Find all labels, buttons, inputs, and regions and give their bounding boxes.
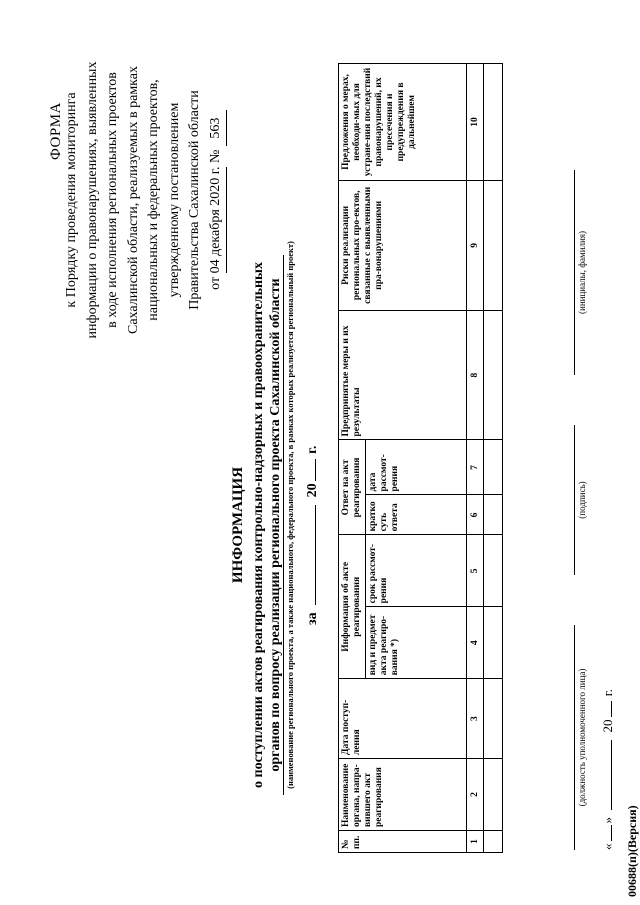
header-group-cell: Ответ на акт реагирования	[339, 440, 366, 535]
name-caption: (инициалы, фамилия)	[577, 231, 587, 314]
project-name-line	[283, 255, 284, 795]
column-number: 2	[467, 759, 484, 831]
column-number: 8	[467, 310, 484, 440]
day-blank	[611, 826, 612, 842]
year-blank	[611, 702, 612, 718]
column-number: 1	[467, 831, 484, 853]
header-cell: Риски реализации региональных про-ектов, связанные с выявленными пра-вонарушениями	[339, 180, 467, 310]
approval-line: утвержденному постановлением	[166, 102, 182, 298]
header-cell: Наименование органа, напра-вившего акт реагирования	[339, 759, 467, 831]
date-quote-open: «	[600, 843, 615, 850]
header-cell: вид и предмет акта реагиро-вания *)	[366, 607, 467, 679]
header-cell: дата рассмот-рения	[366, 440, 467, 495]
table-cell	[484, 310, 503, 440]
table-row	[484, 64, 503, 853]
subtitle-line: о поступлении актов реагирования контрольно-надзорных и правоохранительных	[251, 262, 266, 788]
header-cell: Предложения о мерах, необходи-мых для устране-ния последствий правонарушений, их пресечения и предупреждения в дальнейшем	[339, 64, 467, 181]
report-table	[338, 63, 503, 853]
header-cell: срок рассмот-рения	[366, 535, 467, 607]
approval-date-line	[206, 50, 228, 350]
approval-line: Сахалинской области, реализуемых в рамках	[125, 66, 141, 334]
table-cell	[484, 495, 503, 535]
position-line	[574, 625, 575, 850]
date-suffix: г.	[600, 689, 615, 697]
column-number: 10	[467, 64, 484, 181]
period-suffix: г.	[305, 445, 320, 454]
header-cell: Предпринятые меры и их результаты	[339, 310, 467, 440]
period-year-blank	[315, 459, 316, 481]
reporting-period	[305, 446, 321, 625]
approval-line: в ходе исполнения региональных проектов	[105, 72, 120, 328]
header-cell: Дата поступ-ления	[339, 679, 467, 759]
month-blank	[611, 740, 612, 810]
table-cell	[484, 759, 503, 831]
position-caption: (должность уполномоченного лица)	[577, 668, 587, 807]
column-number-row	[467, 64, 484, 853]
approval-line: национальных и федеральных проектов,	[146, 79, 161, 321]
table-cell	[484, 64, 503, 181]
table-cell	[484, 535, 503, 607]
header-group-cell: Информация об акте реагирования	[339, 535, 366, 679]
header-cell: кратко суть ответа	[366, 495, 467, 535]
approval-block	[62, 50, 227, 350]
document-subtitle	[250, 225, 284, 825]
column-number: 6	[467, 495, 484, 535]
approval-from: от	[207, 276, 223, 290]
approval-no-sign: №	[207, 149, 223, 164]
signature-date	[600, 689, 616, 850]
subtitle-line: органов по вопросу реализации регионального проекта Сахалинской области	[268, 278, 283, 772]
table-cell	[484, 180, 503, 310]
period-year-prefix: 20	[305, 483, 320, 498]
column-number: 7	[467, 440, 484, 495]
column-number: 4	[467, 607, 484, 679]
table-cell	[484, 679, 503, 759]
period-prefix: за	[305, 612, 320, 625]
signature-caption: (подпись)	[577, 481, 587, 519]
version-footer: 00688(п)(Версия)	[625, 805, 639, 897]
table-cell	[484, 440, 503, 495]
approval-number: 563	[206, 110, 228, 146]
approval-date: 04 декабря 2020 г.	[206, 167, 228, 274]
table-cell	[484, 831, 503, 853]
name-line	[574, 170, 575, 375]
document-title: ИНФОРМАЦИЯ	[230, 466, 246, 584]
project-name-caption: (наименование регионального проекта, а также национального, федерального проекта, в рамках которых реализуется региональный проект)	[285, 241, 295, 789]
header-cell: № пп.	[339, 831, 467, 853]
column-number: 9	[467, 180, 484, 310]
table-cell	[484, 607, 503, 679]
signature-line	[574, 425, 575, 575]
date-year-prefix: 20	[600, 719, 615, 733]
column-number: 3	[467, 679, 484, 759]
table-header-row	[339, 64, 366, 853]
date-quote-close: »	[600, 817, 615, 824]
approval-line: к Порядку проведения мониторинга	[64, 92, 79, 308]
form-label: ФОРМА	[48, 102, 64, 160]
approval-line: Правительства Сахалинской области	[187, 90, 202, 310]
period-blank	[315, 505, 316, 605]
column-number: 5	[467, 535, 484, 607]
approval-line: информации о правонарушениях, выявленных	[84, 61, 100, 339]
